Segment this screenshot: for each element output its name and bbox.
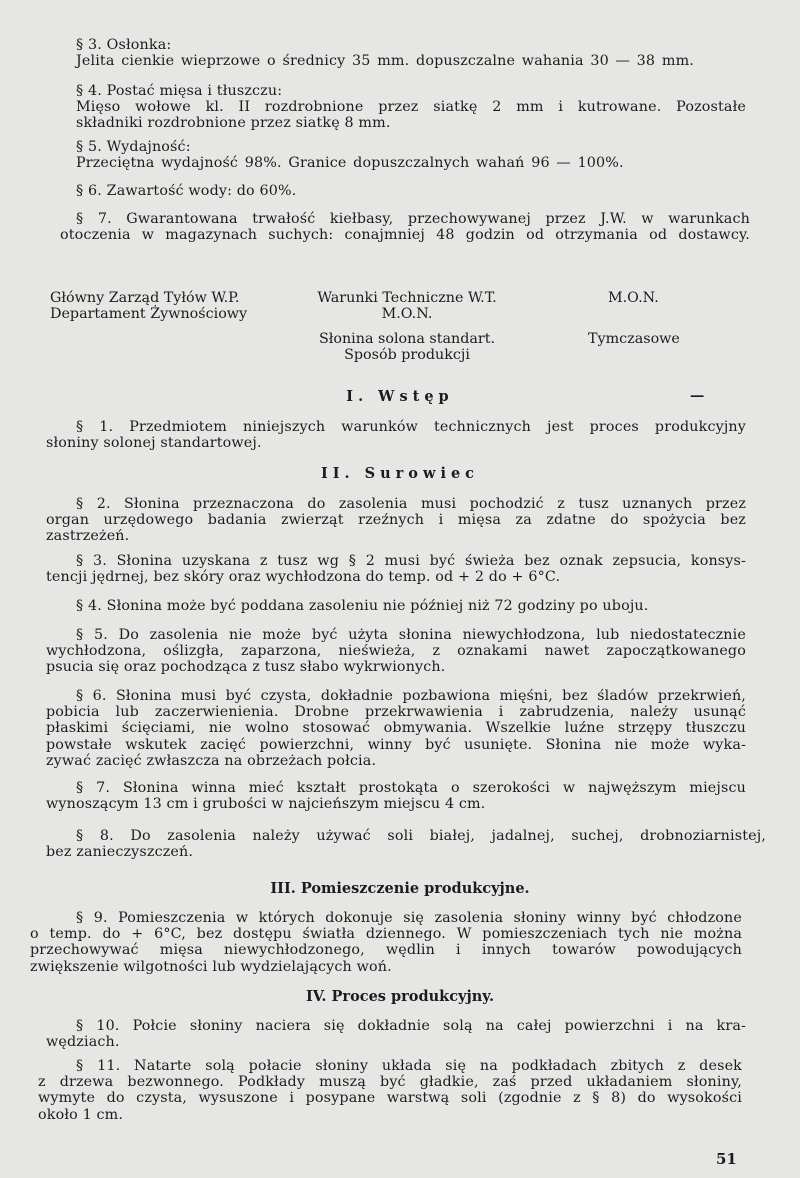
header-department: Departament Żywnościowy <box>50 306 248 322</box>
top-section-3: § 3. Osłonka: Jelita cienkie wieprzowe o średnicy 35 mm. dopuszczalne wahania 30 — 38 mm. <box>76 37 694 70</box>
paragraph-4: § 4. Słonina może być poddana zasoleniu nie później niż 72 godziny po uboju. <box>76 598 649 614</box>
top-section-5: § 5. Wydajność: Przeciętna wydajność 98%. Granice dopuszczalnych wahań 96 — 100%. <box>76 139 624 172</box>
header-subject-title: Słonina solona standart. <box>318 331 496 347</box>
paragraph-10: § 10. Połcie słoniny naciera się dokładnie solą na całej powierzchni i na kra- wędziach. <box>46 1018 746 1051</box>
section-1-dash: — <box>690 388 705 404</box>
paragraph-9: § 9. Pomieszczenia w których dokonuje się zasolenia słoniny winny być chłodzone o temp. do + 6°C, bez dostępu światła dziennego. W pomieszczeniach tych nie można przechowywać mięsa niewychłodzonego, wędlin i innych towarów powodujących zwiększenie wilgotności lub wydzielających woń. <box>30 910 742 975</box>
page-number: 51 <box>716 1150 737 1168</box>
paragraph-8: § 8. Do zasolenia należy używać soli białej, jadalnej, suchej, drobnoziarnistej, bez zanieczyszczeń. <box>46 828 766 861</box>
paragraph-3: § 3. Słonina uzyskana z tusz wg § 2 musi być świeża bez oznak zepsucia, konsys- tencji jędrnej, bez skóry oraz wychłodzona do temp. od + 2 do + 6°C. <box>46 553 746 586</box>
header-left <box>50 290 247 322</box>
header-right-org: M.O.N. <box>608 290 659 306</box>
top-section-7: § 7. Gwarantowana trwałość kiełbasy, przechowywanej przez J.W. w warunkach otoczenia w magazynach suchych: conajmniej 48 godzin od otrzymania od dostawcy. <box>60 211 750 244</box>
section-2-heading: II. Surowiec <box>320 465 480 482</box>
top-section-4: § 4. Postać mięsa i tłuszczu: Mięso wołowe kl. II rozdrobnione przez siatkę 2 mm i kutrowane. Pozostałe składniki rozdrobnione przez siatkę 8 mm. <box>76 83 746 132</box>
header-spec-title: Warunki Techniczne W.T. <box>317 290 497 306</box>
paragraph-6: § 6. Słonina musi być czysta, dokładnie pozbawiona mięśni, bez śladów przekrwień, pobicia lub zaczerwienienia. Drobne przekrwawienia i zabrudzenia, należy usunąć płaskimi ścięciami, nie wolno stosować obmywania. Wszelkie luźne strzępy tłuszczu powstałe wskutek zacięć powierzchni, winny być usunięte. Słonina nie może wyka- zywać zacięć zwłaszcza na obrzeżach połcia. <box>46 688 746 769</box>
paragraph-1: § 1. Przedmiotem niniejszych warunków technicznych jest proces produkcyjny słoniny solonej standartowej. <box>46 419 746 452</box>
header-status: Tymczasowe <box>588 331 680 347</box>
section-4-heading: IV. Proces produkcyjny. <box>305 988 495 1005</box>
paragraph-11: § 11. Natarte solą połacie słoniny układa się na podkładach zbitych z desek z drzewa bezwonnego. Podkłady muszą być gładkie, zaś przed układaniem słoniny, wymyte do czysta, wysuszone i posypane warstwą soli (zgodnie z § 8) do wysokości około 1 cm. <box>38 1058 742 1123</box>
header-center <box>297 290 517 322</box>
paragraph-2: § 2. Słonina przeznaczona do zasolenia musi pochodzić z tusz uznanych przez organ urzędowego badania zwierząt rzeźnych i mięsa za zdatne do spożycia bez zastrzeżeń. <box>46 496 746 545</box>
header-subject-sub: Sposób produkcji <box>344 347 470 363</box>
top-section-6: § 6. Zawartość wody: do 60%. <box>76 183 297 199</box>
paragraph-5: § 5. Do zasolenia nie może być użyta słonina niewychłodzona, lub niedostatecznie wychłodzona, oślizgła, zaparzona, nieświeża, z oznakami nawet zapoczątkowanego psucia się oraz pochodząca z tusz słabo wykrwionych. <box>46 627 746 676</box>
header-org-name: Główny Zarząd Tyłów W.P. <box>50 290 240 306</box>
section-3-heading: III. Pomieszczenie produkcyjne. <box>270 880 530 897</box>
header-spec-org: M.O.N. <box>381 306 433 322</box>
paragraph-7: § 7. Słonina winna mieć kształt prostokąta o szerokości w najwęższym miejscu wynoszącym 13 cm i grubości w najcieńszym miejscu 4 cm. <box>46 780 746 813</box>
header-subject <box>297 331 517 363</box>
section-1-heading: I. Wstęp <box>346 388 454 405</box>
